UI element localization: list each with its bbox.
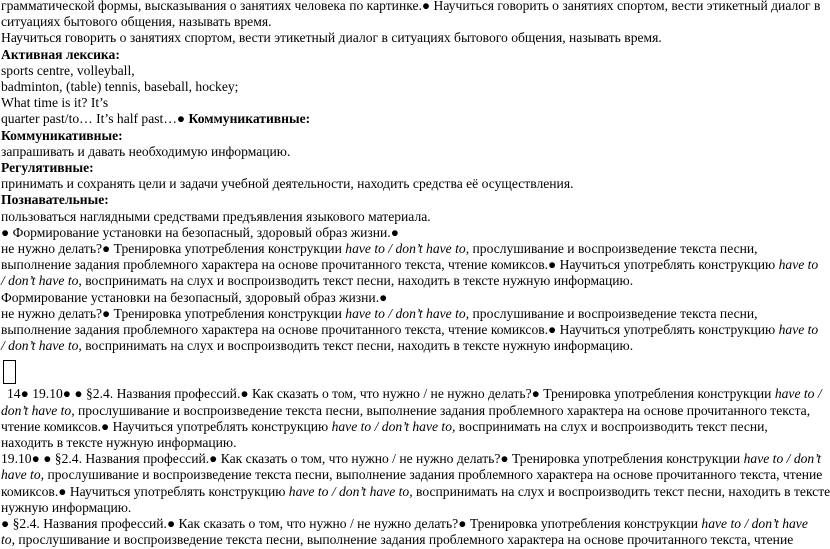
italic-run: / don’t have to, [1,273,82,289]
text-line: ситуациях бытового общения, называть время. [1,14,272,30]
text-line [1,322,819,338]
text-run: ● §2.4. Названия профессий.● Как сказать о том, что нужно / не нужно делать?● Тренировка употребления конструкции [1,516,702,532]
italic-run: have to / don’t have to, [345,305,470,321]
text-line [1,273,815,289]
table-row-text [1,483,830,500]
text-run: прослушивание и воспроизведение текста песни, выполнение задания проблемного характера на основе прочитанного текста, [74,402,811,418]
vocab-line: badminton, (table) tennis, baseball, hockey; [1,79,239,95]
text-run: прослушивание и воспроизведение текста песни, [469,241,758,257]
table-row-text [1,403,815,419]
text-line: запрашивать и давать необходимую информацию. [1,143,291,159]
text-run: комиксов.● Научиться употреблять конструкцию [1,483,289,499]
text-line [1,338,815,354]
empty-table-cell [3,360,16,384]
text-line: Формирование установки на безопасный, здоровый образ жизни.● [1,289,388,305]
heading-regulatory [1,160,815,176]
heading-text: Активная лексика: [1,46,120,62]
heading-inline: Коммуникативные: [188,111,311,127]
table-row-text [1,386,822,402]
text-run: воспринимать на слух и воспроизводить текст песни, находить в тексте нужную информацию. [81,338,634,354]
italic-run: have to / don’t [743,451,822,467]
text-run: чтение комиксов.● Научиться употреблять конструкцию [1,418,332,434]
table-row-text [1,467,823,483]
italic-run: have to / don’t have to, [345,241,470,257]
text-run: прослушивание и воспроизведение текста песни, выполнение задания проблемного характера на основе прочитанного текста, чтение [14,532,794,548]
text-run: воспринимать на слух и воспроизводить текст песни, находить в тексте нужную информацию. [81,273,634,289]
text-line: грамматической формы, высказывания о занятиях человека по картинке.● Научиться говорить о занятиях спортом, вести этикетный диалог в [1,0,821,13]
italic-run: have to [778,322,819,338]
italic-run: don’t have to, [1,402,75,418]
heading-communicative [1,128,815,144]
table-row-text [1,451,822,467]
text-run: воспринимать на слух и воспроизводить текст песни, [455,418,768,434]
text-line [1,241,815,257]
text-line: Научиться говорить о занятиях спортом, вести этикетный диалог в ситуациях бытового общения, называть время. [1,30,662,46]
italic-run: have to, [1,467,45,483]
vocab-text: quarter past/to… It’s half past…● [1,111,189,127]
text-run: не нужно делать?● Тренировка употребления конструкции [1,305,346,321]
heading-active-vocabulary [1,47,815,63]
text-run: воспринимать на слух и воспроизводить текст песни, находить в тексте [412,483,830,499]
italic-run: have to / don’t have [701,516,808,532]
text-run: прослушивание и воспроизведение текста песни, выполнение задания проблемного характера на основе прочитанного текста, чтение [44,467,823,483]
text-line: принимать и сохранять цели и задачи учебной деятельности, находить средства её осуществления. [1,176,574,192]
heading-text: Познавательные: [1,192,109,208]
text-run: прослушивание и воспроизведение текста песни, [469,305,758,321]
vocab-line: What time is it? It’s [1,95,109,111]
table-row-text [1,516,815,532]
italic-run: have to / don’t have to, [331,418,456,434]
text-run: 19.10● ● §2.4. Названия профессий.● Как сказать о том, что нужно / не нужно делать?● Тренировка употребления конструкции [1,451,744,467]
vocab-line [1,111,815,127]
text-run: выполнение задания проблемного характера на основе прочитанного текста, чтение комиксов.● Научиться употреблять конструкцию [1,257,779,273]
italic-run: to, [1,532,15,548]
table-row-text: нужную информацию. [1,499,132,515]
italic-run: have to / [774,386,822,402]
heading-text: Регулятивные: [1,160,94,176]
heading-text: Коммуникативные: [1,127,123,143]
text-line: пользоваться наглядными средствами предъявления языкового материала. [1,208,431,224]
table-row-text [1,419,815,435]
italic-run: / don’t have to, [1,338,82,354]
text-line [1,306,815,322]
table-row-text: находить в тексте нужную информацию. [1,435,237,451]
table-row-text [1,532,815,548]
text-run: выполнение задания проблемного характера на основе прочитанного текста, чтение комиксов.● Научиться употреблять конструкцию [1,322,779,338]
text-run: не нужно делать?● Тренировка употребления конструкции [1,241,346,257]
vocab-line: sports centre, volleyball, [1,62,135,78]
text-line: ● Формирование установки на безопасный, здоровый образ жизни.● [1,224,399,240]
text-line [1,257,819,273]
italic-run: have to [778,257,819,273]
heading-cognitive [1,192,815,208]
italic-run: have to / don’t have to, [288,483,413,499]
text-run: 14● 19.10● ● §2.4. Названия профессий.● Как сказать о том, что нужно / не нужно делать?● Тренировка употребления конструкции [7,386,775,402]
